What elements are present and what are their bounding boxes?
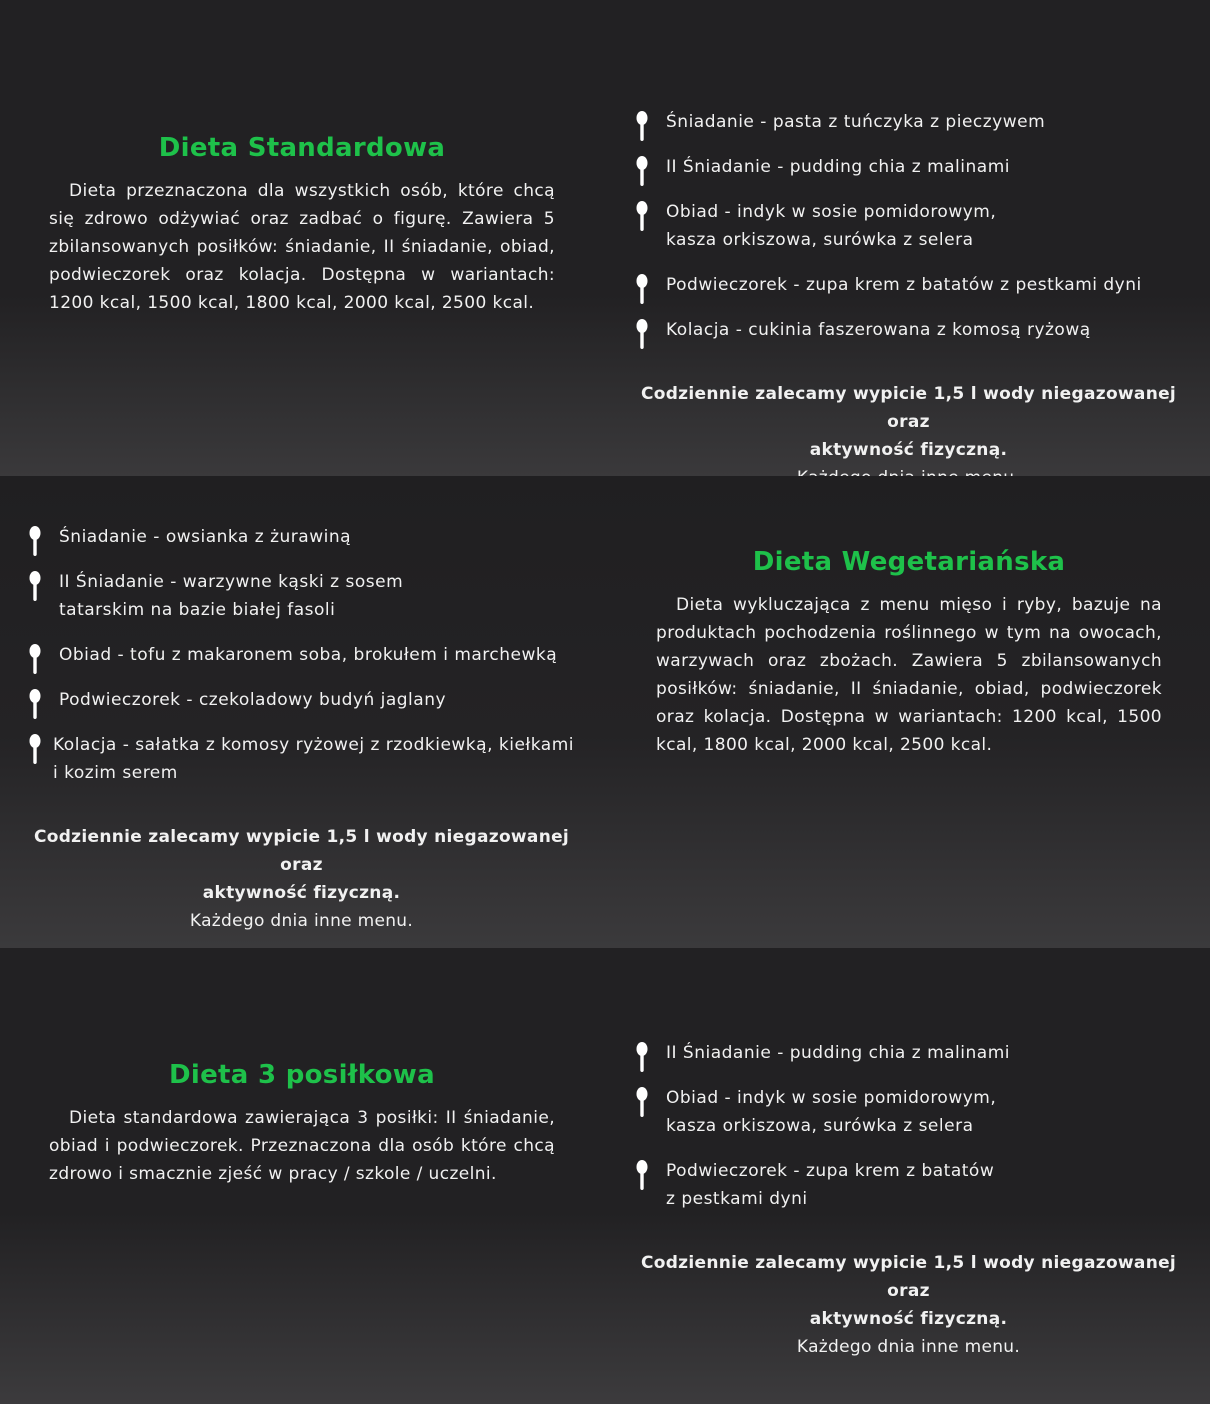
spoon-icon: [29, 734, 41, 773]
meal-text: Obiad - indyk w sosie pomidorowym,: [666, 1088, 997, 1108]
meal-menu: [29, 523, 574, 935]
meal-list: [29, 523, 574, 787]
daily-note-bold-2: aktywność fizyczną.: [809, 1309, 1008, 1329]
diet-title: Dieta Standardowa: [158, 133, 446, 163]
meal-item: [636, 153, 1181, 181]
meal-item: [636, 316, 1181, 344]
meal-list: [636, 108, 1181, 344]
daily-note-bold-2: aktywność fizyczną.: [809, 440, 1008, 460]
meal-item: [29, 641, 574, 669]
spoon-icon: [29, 689, 41, 728]
diet-description-block: [49, 1060, 555, 1188]
diet-section-standard: [0, 0, 1210, 476]
meal-item: [636, 1157, 1181, 1213]
meal-text-continued: kasza orkiszowa, surówka z selera: [666, 230, 974, 250]
spoon-icon: [29, 571, 41, 610]
meal-item: [636, 1084, 1181, 1140]
meal-text-continued: kasza orkiszowa, surówka z selera: [666, 1116, 974, 1136]
meal-item: [29, 686, 574, 714]
spoon-icon: [636, 111, 648, 150]
meal-text-continued: z pestkami dyni: [666, 1189, 808, 1209]
diet-section-three-meal: [0, 948, 1210, 1404]
meal-text: II Śniadanie - pudding chia z malinami: [666, 1043, 1010, 1063]
daily-note: [29, 823, 574, 935]
daily-note-bold-1: Codziennie zalecamy wypicie 1,5 l wody niegazowanej oraz: [33, 827, 570, 875]
spoon-icon: [636, 1160, 648, 1199]
meal-text: Podwieczorek - zupa krem z batatów: [666, 1161, 995, 1181]
spoon-icon: [636, 156, 648, 195]
spoon-icon: [29, 526, 41, 565]
diet-description-block: [49, 133, 555, 317]
daily-note-text: Każdego dnia inne menu.: [796, 1337, 1021, 1357]
meal-text: Śniadanie - owsianka z żurawiną: [59, 527, 352, 547]
spoon-icon: [636, 319, 648, 358]
meal-text-continued: i kozim serem: [53, 763, 178, 783]
meal-item: [29, 731, 574, 787]
meal-text: Obiad - indyk w sosie pomidorowym,: [666, 202, 997, 222]
meal-text: Kolacja - cukinia faszerowana z komosą ryżową: [666, 320, 1091, 340]
diet-section-vegetarian: [0, 476, 1210, 948]
meal-text: II Śniadanie - warzywne kąski z sosem: [59, 572, 404, 592]
daily-note-bold-1: Codziennie zalecamy wypicie 1,5 l wody niegazowanej oraz: [640, 1253, 1177, 1301]
daily-note-bold-2: aktywność fizyczną.: [202, 883, 401, 903]
meal-menu: [636, 1039, 1181, 1361]
meal-text: Kolacja - sałatka z komosy ryżowej z rzodkiewką, kiełkami: [53, 735, 574, 755]
spoon-icon: [636, 201, 648, 240]
diet-description-block: [656, 547, 1162, 759]
meal-item: [636, 198, 1181, 254]
meal-item: [29, 568, 574, 624]
daily-note: [636, 1249, 1181, 1361]
meal-text: II Śniadanie - pudding chia z malinami: [666, 157, 1010, 177]
spoon-icon: [636, 274, 648, 313]
spoon-icon: [29, 644, 41, 683]
meal-item: [29, 523, 574, 551]
diet-description: Dieta wykluczająca z menu mięso i ryby, bazuje na produktach pochodzenia roślinnego w tym na owocach, warzywach oraz zbożach. Zawiera 5 zbilansowanych posiłków: śniadanie, II śniadanie, obiad, podwieczorek oraz kolacja. Dostępna w wariantach: 1200 kcal, 1500 kcal, 1800 kcal, 2000 kcal, 2500 kcal.: [656, 595, 1162, 755]
meal-item: [636, 1039, 1181, 1067]
diet-description: Dieta przeznaczona dla wszystkich osób, które chcą się zdrowo odżywiać oraz zadbać o figurę. Zawiera 5 zbilansowanych posiłków: śniadanie, II śniadanie, obiad, podwieczorek oraz kolacja. Dostępna w wariantach: 1200 kcal, 1500 kcal, 1800 kcal, 2000 kcal, 2500 kcal.: [49, 181, 555, 313]
meal-item: [636, 108, 1181, 136]
daily-note-text: Każdego dnia inne menu.: [189, 911, 414, 931]
diet-title: Dieta Wegetariańska: [752, 547, 1066, 577]
meal-text: Podwieczorek - zupa krem z batatów z pestkami dyni: [666, 275, 1142, 295]
meal-menu: [636, 108, 1181, 492]
meal-text-continued: tatarskim na bazie białej fasoli: [59, 600, 336, 620]
meal-text: Obiad - tofu z makaronem soba, brokułem i marchewką: [59, 645, 558, 665]
spoon-icon: [636, 1087, 648, 1126]
spoon-icon: [636, 1042, 648, 1081]
meal-list: [636, 1039, 1181, 1213]
meal-text: Podwieczorek - czekoladowy budyń jaglany: [59, 690, 447, 710]
meal-text: Śniadanie - pasta z tuńczyka z pieczywem: [666, 112, 1046, 132]
meal-item: [636, 271, 1181, 299]
diet-title: Dieta 3 posiłkowa: [169, 1060, 435, 1090]
diet-description: Dieta standardowa zawierająca 3 posiłki: II śniadanie, obiad i podwieczorek. Przeznaczona dla osób które chcą zdrowo i smacznie zjeść w pracy / szkole / uczelni.: [49, 1108, 555, 1184]
daily-note-bold-1: Codziennie zalecamy wypicie 1,5 l wody niegazowanej oraz: [640, 384, 1177, 432]
